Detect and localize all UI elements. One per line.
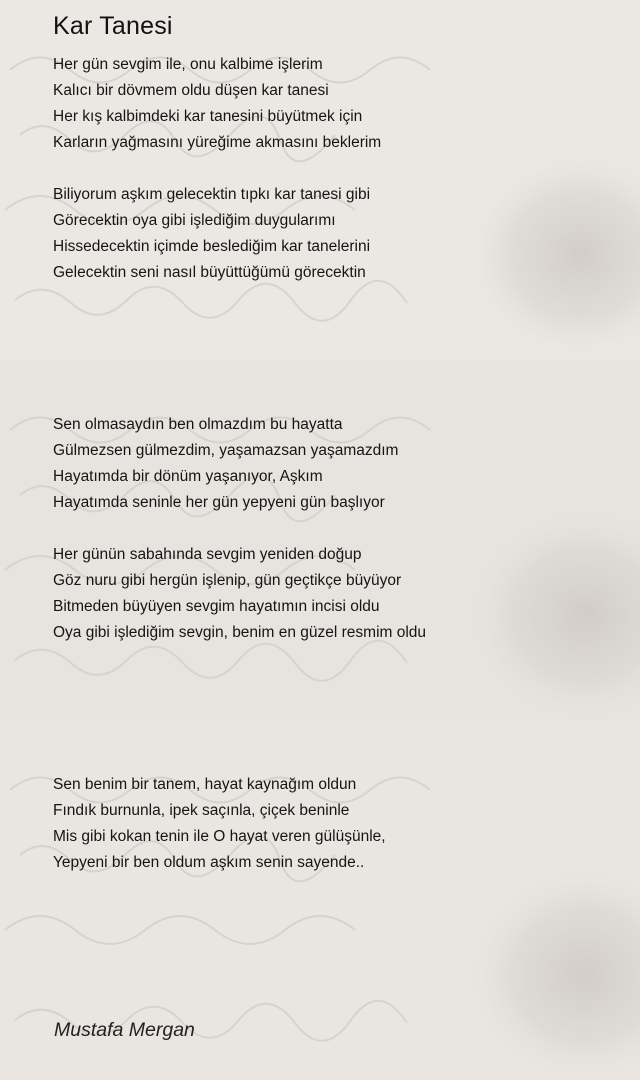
poem-line: Oya gibi işlediğim sevgin, benim en güzel resmim oldu <box>53 624 427 641</box>
poem-line: Bitmeden büyüyen sevgim hayatımın incisi oldu <box>53 598 380 615</box>
poem-line: Hissedecektin içimde beslediğim kar tanelerini <box>53 238 371 255</box>
stanza <box>53 52 623 156</box>
poem-line: Görecektin oya gibi işlediğim duygularımı <box>53 212 336 229</box>
poem-line: Mis gibi kokan tenin ile O hayat veren gülüşünle, <box>53 828 386 845</box>
poem-line: Biliyorum aşkım gelecektin tıpkı kar tanesi gibi <box>53 186 371 203</box>
poem-author: Mustafa Mergan <box>54 1019 195 1041</box>
poem-line: Gelecektin seni nasıl büyüttüğümü görecektin <box>53 264 366 281</box>
poem-line: Her günün sabahında sevgim yeniden doğup <box>53 546 362 563</box>
poem-line: Her gün sevgim ile, onu kalbime işlerim <box>53 56 323 73</box>
poem-line: Hayatımda seninle her gün yepyeni gün başlıyor <box>53 494 385 511</box>
poem-line: Göz nuru gibi hergün işlenip, gün geçtikçe büyüyor <box>53 572 402 589</box>
stanza <box>53 182 623 286</box>
poem-section-2 <box>53 412 623 672</box>
poem-line: Gülmezsen gülmezdim, yaşamazsan yaşamazdım <box>53 442 399 459</box>
poem-line: Karların yağmasını yüreğime akmasını beklerim <box>53 134 382 151</box>
poem-title: Kar Tanesi <box>53 12 173 40</box>
poem-line: Fındık burnunla, ipek saçınla, çiçek beninle <box>53 802 350 819</box>
poem-line: Hayatımda bir dönüm yaşanıyor, Aşkım <box>53 468 323 485</box>
stanza <box>53 772 623 876</box>
poem-line: Yepyeni bir ben oldum aşkım senin sayende.. <box>53 854 365 871</box>
poem-line: Sen olmasaydın ben olmazdım bu hayatta <box>53 416 343 433</box>
poem-section-3 <box>53 772 623 902</box>
stanza <box>53 542 623 646</box>
poem-line: Her kış kalbimdeki kar tanesini büyütmek için <box>53 108 363 125</box>
stanza <box>53 412 623 516</box>
poem-line: Kalıcı bir dövmem oldu düşen kar tanesi <box>53 82 329 99</box>
poem-section-1 <box>53 52 623 312</box>
poem-line: Sen benim bir tanem, hayat kaynağım oldun <box>53 776 357 793</box>
